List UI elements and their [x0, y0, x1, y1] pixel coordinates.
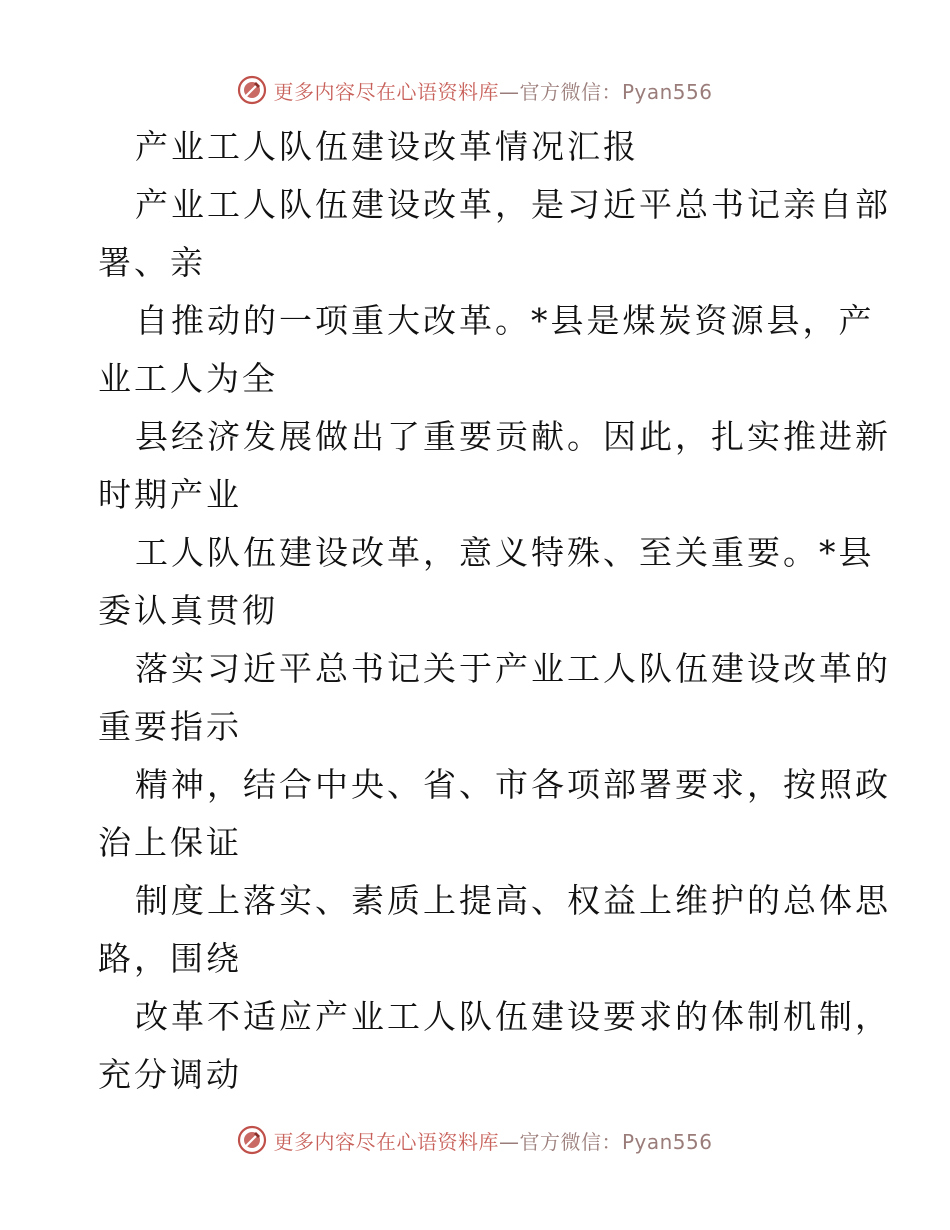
watermark-dash: — — [498, 79, 520, 104]
body-line: 改革不适应产业工人队伍建设要求的体制机制， — [135, 997, 891, 1036]
watermark-brand: 更多内容尽在心语资料库 — [273, 79, 499, 104]
body-line: 委认真贯彻 — [98, 591, 278, 630]
body-line: 署、亲 — [98, 243, 206, 282]
watermark-header-text — [273, 76, 712, 105]
body-line: 充分调动 — [98, 1055, 242, 1094]
body-line: 业工人为全 — [98, 359, 278, 398]
pen-seal-icon — [237, 1125, 267, 1155]
body-line: 县经济发展做出了重要贡献。因此，扎实推进新 — [135, 417, 891, 456]
body-line: 自推动的一项重大改革。*县是煤炭资源县，产 — [135, 301, 875, 340]
body-line: 落实习近平总书记关于产业工人队伍建设改革的 — [135, 649, 891, 688]
document-title: 产业工人队伍建设改革情况汇报 — [135, 127, 639, 166]
pen-seal-icon — [237, 75, 267, 105]
watermark-footer — [0, 1122, 950, 1158]
watermark-dash: — — [498, 1129, 520, 1154]
body-line: 路，围绕 — [98, 939, 242, 978]
body-line: 精神，结合中央、省、市各项部署要求，按照政 — [135, 765, 891, 804]
watermark-header — [0, 72, 950, 108]
watermark-contact: 官方微信：Pyan556 — [519, 79, 713, 104]
body-line: 工人队伍建设改革，意义特殊、至关重要。*县 — [135, 533, 875, 572]
body-line: 产业工人队伍建设改革，是习近平总书记亲自部 — [135, 185, 891, 224]
body-line: 重要指示 — [98, 707, 242, 746]
watermark-brand: 更多内容尽在心语资料库 — [273, 1129, 499, 1154]
watermark-contact: 官方微信：Pyan556 — [519, 1129, 713, 1154]
body-line: 治上保证 — [98, 823, 242, 862]
body-line: 制度上落实、素质上提高、权益上维护的总体思 — [135, 881, 891, 920]
body-line: 时期产业 — [98, 475, 242, 514]
watermark-footer-text — [273, 1126, 712, 1155]
